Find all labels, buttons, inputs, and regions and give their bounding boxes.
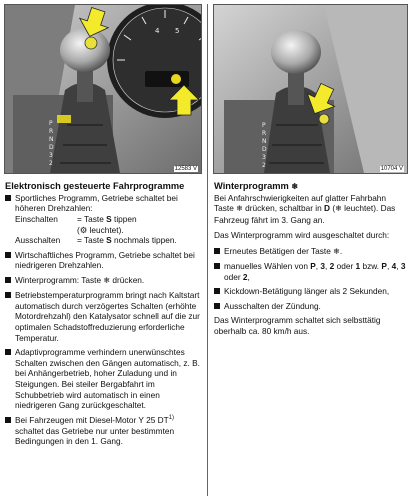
svg-text:4: 4 (155, 27, 160, 35)
snowflake-icon: ❄ (291, 182, 299, 191)
svg-text:R: R (49, 128, 54, 135)
left-column (5, 181, 202, 451)
intro-paragraph: Bei Anfahrschwierigkeiten auf glatter Fahrbahn Taste ❄ drücken, schaltbar in D (❄ leuchtet). Das Fahrzeug fährt im 3. Gang an. (214, 192, 396, 225)
gear-selector-illustration (5, 5, 201, 173)
column-divider (207, 4, 208, 496)
svg-text:P: P (262, 122, 266, 129)
list-item-eco: Wirtschaftliches Programm, Getriebe schaltet bei niedrigeren Drehzahlen. (5, 250, 202, 271)
svg-text:2: 2 (49, 160, 53, 167)
program-list (5, 193, 202, 447)
list-item-winter: Winterprogramm: Taste ❄ drücken. (5, 275, 202, 286)
svg-text:N: N (49, 136, 54, 143)
section-title: Elektronisch gesteuerte Fahrprogramme (5, 181, 185, 191)
snowflake-icon: ❄ (103, 275, 111, 285)
svg-text:D: D (49, 144, 54, 151)
list-item-manual: manuelles Wählen von P, 3, 2 oder 1 bzw. P, 4, 3 oder 2, (214, 261, 407, 282)
einschalten-row: Einschalten = Taste S tippen (⚙ leuchtet). (15, 213, 137, 235)
snowflake-icon: ❄ (335, 204, 342, 214)
winter-button-illustration (214, 5, 407, 173)
ausschalten-row: Ausschalten = Taste S nochmals tippen. (15, 235, 177, 246)
svg-text:3: 3 (49, 152, 53, 159)
svg-text:D: D (262, 146, 267, 153)
svg-text:5: 5 (175, 27, 180, 35)
off-line: Das Winterprogramm wird ausgeschaltet durch: (214, 230, 390, 241)
list-item-sport: Sportliches Programm, Getriebe schaltet bei höheren Drehzahlen: Einschalten = Taste S tippen (⚙ leuchtet). Ausschalten = Taste S nochmals tippen. (5, 193, 202, 246)
list-item-temperature: Betriebstemperaturprogramm bringt nach Kaltstart automatisch durch verzögertes Schalten (erhöhte Motordrehzahl) den Katalysator schnell auf die zur optimalen Schadstoffreduzierung erforderliche Temperatur. (5, 290, 202, 343)
list-item-adaptive: Adaptivprogramme verhindern unerwünschtes Schalten zwischen den Gängen automatisch, z. B. bei Anhängerbetrieb, hoher Zuladung und in Steigungen. Bei steiler Bergabfahrt im Schubbetrieb wird automatisch in einen niedrigeren Gang zurückgeschaltet. (5, 347, 202, 411)
off-list (214, 246, 407, 312)
svg-text:3: 3 (262, 154, 266, 161)
list-item-repeat: Erneutes Betätigen der Taste ❄. (214, 246, 407, 257)
svg-text:R: R (262, 130, 267, 137)
list-item-diesel: Bei Fahrzeugen mit Diesel-Motor Y 25 DT$^{1)}$ schaltet das Getriebe nur unter bestimmten Bedingungen in den 1. Gang. (5, 415, 202, 447)
snowflake-icon: ❄ (236, 204, 243, 214)
svg-text:2: 2 (262, 162, 266, 169)
svg-text:N: N (262, 138, 267, 145)
snowflake-icon: ❄ (333, 246, 340, 256)
photo-number: 12583 V (174, 166, 197, 172)
right-column (214, 181, 407, 342)
left-photo (4, 4, 202, 174)
list-item-ignition: Ausschalten der Zündung. (214, 301, 407, 312)
section-title-winter: Winterprogramm ❄ (214, 181, 299, 191)
photo-number: 10704 V (380, 166, 403, 172)
right-photo (213, 4, 408, 174)
list-item-kickdown: Kickdown-Betätigung länger als 2 Sekunden, (214, 286, 407, 297)
outro-paragraph: Das Winterprogramm schaltet sich selbsttätig oberhalb ca. 80 km/h aus. (214, 315, 381, 337)
svg-text:P: P (49, 120, 53, 127)
